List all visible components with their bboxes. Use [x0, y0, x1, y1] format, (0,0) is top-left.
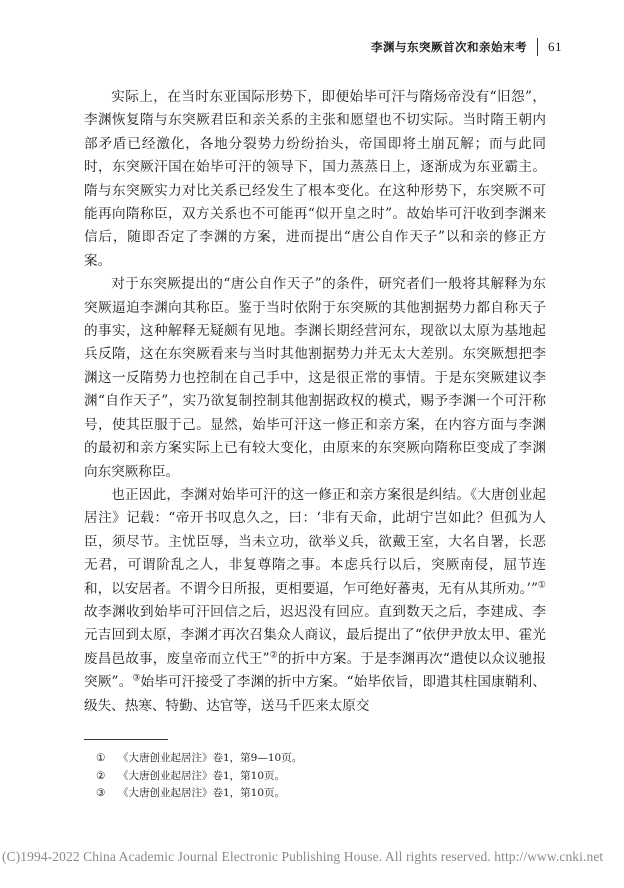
- paragraph-text: 始毕可汗接受了李渊的折中方案。“始毕依旨，即遣其柱国康鞘利、级失、热寒、特勤、达官等，送马千匹来太原交: [84, 674, 546, 714]
- paragraph-text: 故李渊收到始毕可汗回信之后，迟迟没有回应。直到数天之后，李建成、李元吉回到太原，李渊才再次召集众人商议，最后提出了“依伊尹放太甲、霍光废昌邑故事，废皇帝而立代王”: [84, 603, 546, 667]
- footnotes: [96, 750, 516, 803]
- running-head-title: 李渊与东突厥首次和亲始末考: [371, 40, 527, 54]
- paragraph-text: 实际上，在当时东亚国际形势下，即便始毕可汗与隋炀帝没有“旧怨”，李渊恢复隋与东突厥君臣和亲关系的主张和愿望也不切实际。当时隋王朝内部矛盾已经激化，各地分裂势力纷纷抬头，帝国即将土崩瓦解；而与此同时，东突厥汗国在始毕可汗的领导下，国力蒸蒸日上，逐渐成为东亚霸主。隋与东突厥实力对比关系已经发生了根本变化。在这种形势下，东突厥不可能再向隋称臣，双方关系也不可能再“似开皇之时”。故始毕可汗收到李渊来信后，随即否定了李渊的方案，进而提出“唐公自作天子”以和亲的修正方案。: [84, 89, 546, 269]
- footnote-marker: ③: [132, 673, 141, 684]
- footnote: [96, 768, 516, 786]
- running-head: [371, 36, 562, 58]
- footnote-text: 《大唐创业起居注》卷1，第9—10页。: [118, 752, 303, 764]
- paragraph-text: 也正因此，李渊对始毕可汗的这一修正和亲方案很是纠结。《大唐创业起居注》记载：“帝开书叹息久之，曰：‘非有天命，此胡宁岂如此？但孤为人臣，须尽节。主忧臣辱，当未立功，欲举义兵，欲戴王室，大名自署，长恶无君，可谓阶乱之人，非复尊隋之事。本虑兵行以后，突厥南侵，屈节连和，以安居者。不谓今日所报，更相要逼，乍可绝好蕃夷，无有从其所劝。’”: [84, 486, 546, 597]
- paragraph: [84, 86, 546, 273]
- paragraph-text: 对于东突厥提出的“唐公自作天子”的条件，研究者们一般将其解释为东突厥逼迫李渊向其称臣。鉴于当时依附于东突厥的其他割据势力都自称天子的事实，这种解释无疑颇有见地。李渊长期经营河东，现欲以太原为基地起兵反隋，这在东突厥看来与当时其他割据势力并无太大差别。东突厥想把李渊这一反隋势力也控制在自己手中，这是很正常的事情。于是东突厥建议李渊“自作天子”，实乃欲复制控制其他割据政权的模式，赐予李渊一个可汗称号，使其臣服于己。显然，始毕可汗这一修正和亲方案，在内容方面与李渊的最初和亲方案实际上已有较大变化，由原来的东突厥向隋称臣变成了李渊向东突厥称臣。: [84, 276, 546, 480]
- body-text: [84, 86, 546, 718]
- footnote: [96, 750, 516, 768]
- footnote-text: 《大唐创业起居注》卷1，第10页。: [118, 769, 286, 782]
- footnote-marker: ①: [537, 580, 547, 590]
- footnote-number: ①: [96, 752, 106, 764]
- footnote: [96, 785, 516, 803]
- paragraph-text: 的折中方案。于是李渊再次“遣使以众议驰报突厥”。: [84, 650, 547, 691]
- footnote-divider: [84, 739, 168, 740]
- page-number: 61: [548, 39, 562, 54]
- footnote-number: ③: [96, 787, 106, 799]
- copyright-notice: (C)1994-2022 China Academic Journal Electronic Publishing House. All rights reserved. http://www.cnki.net: [2, 849, 604, 864]
- footnote-number: ②: [96, 769, 106, 782]
- footnote-text: 《大唐创业起居注》卷1，第10页。: [118, 787, 286, 799]
- paragraph: [84, 273, 546, 484]
- footnote-marker: ②: [269, 650, 278, 661]
- running-head-divider: [537, 38, 538, 56]
- paragraph: [84, 484, 546, 718]
